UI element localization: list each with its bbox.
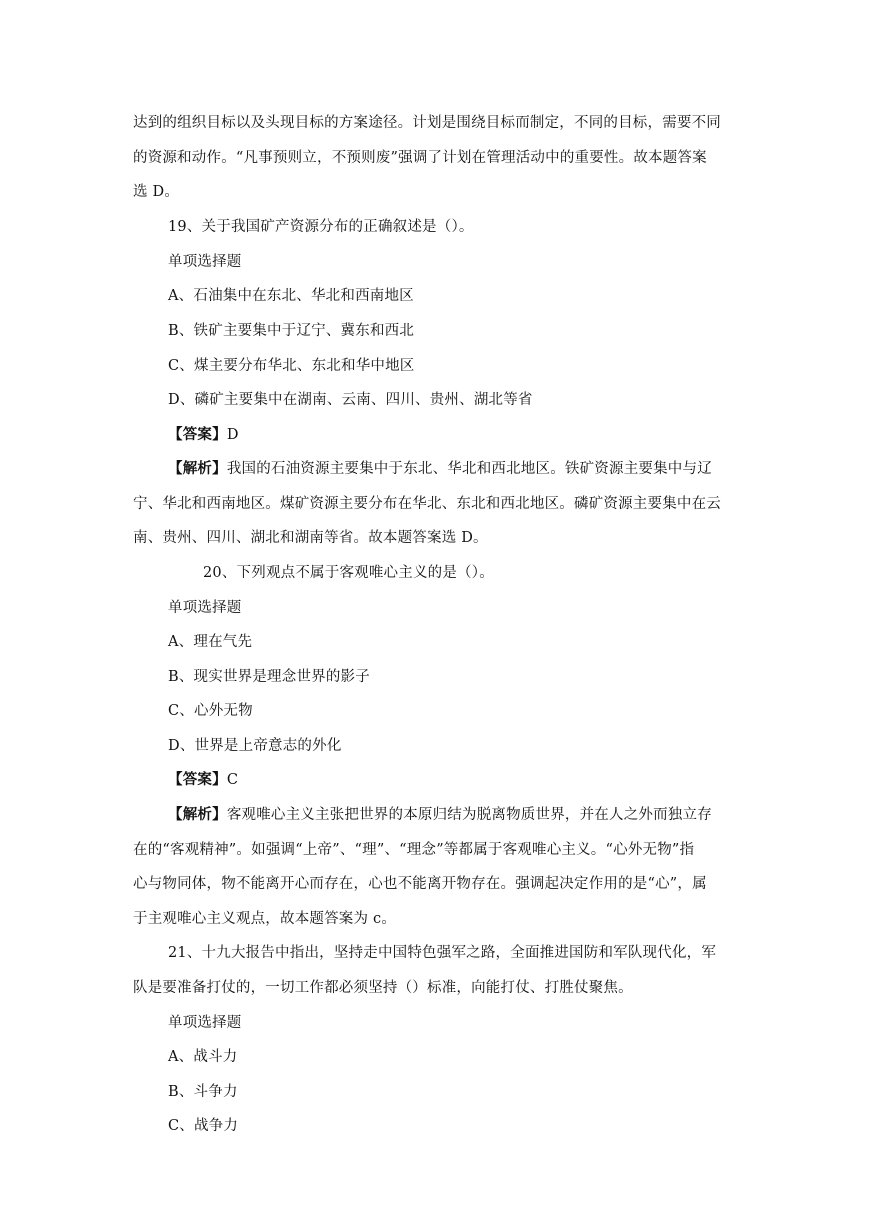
- question-19-answer: [168, 425, 239, 445]
- answer-value: C: [226, 772, 239, 788]
- answer-value: D: [226, 427, 239, 443]
- question-19-analysis-line: [168, 459, 712, 479]
- paragraph-line: 达到的组织目标以及头现目标的方案途径。计划是围绕目标而制定，不同的目标，需要不同: [133, 115, 721, 131]
- analysis-text: 我国的石油资源主要集中于东北、华北和西北地区。铁矿资源主要集中与辽: [226, 461, 712, 477]
- question-20-analysis-line: [168, 805, 712, 825]
- question-20-analysis-line: 于主观唯心主义观点，故本题答案为 c。: [133, 911, 397, 927]
- question-21-type: 单项选择题: [168, 1015, 242, 1031]
- question-21-option-b: B、斗争力: [168, 1084, 238, 1100]
- question-21-option-c: C、战争力: [168, 1118, 239, 1134]
- question-20-analysis-line: 心与物同体，物不能离开心而存在，心也不能离开物存在。强调起决定作用的是“心”，属: [133, 876, 707, 892]
- paragraph-line: 的资源和动作。“凡事预则立，不预则废”强调了计划在管理活动中的重要性。故本题答案: [133, 150, 707, 166]
- question-20-option-a: A、理在气先: [168, 634, 253, 650]
- question-19-text: 19、关于我国矿产资源分布的正确叙述是（）。: [168, 219, 474, 235]
- question-20-analysis-line: 在的“客观精神”。如强调“上帝”、“理”、“理念”等都属于客观唯心主义。“心外无物”指: [133, 842, 695, 858]
- question-19-analysis-line: 南、贵州、四川、湖北和湖南等省。故本题答案选 D。: [133, 530, 488, 546]
- analysis-label: 【解析】: [168, 806, 227, 823]
- question-20-text: 20、下列观点不属于客观唯心主义的是（）。: [203, 565, 494, 581]
- question-19-option-a: A、石油集中在东北、华北和西南地区: [168, 288, 414, 304]
- question-21-text: 队是要准备打仗的，一切工作都必须坚持（）标准，向能打仗、打胜仗聚焦。: [133, 980, 633, 996]
- question-20-option-c: C、心外无物: [168, 703, 253, 719]
- paragraph-line: 选 D。: [133, 184, 180, 200]
- question-21-option-a: A、战斗力: [168, 1049, 238, 1065]
- question-20-answer: [168, 770, 238, 790]
- question-19-option-c: C、煤主要分布华北、东北和华中地区: [168, 358, 415, 374]
- analysis-label: 【解析】: [168, 460, 227, 477]
- answer-label: 【答案】: [168, 426, 227, 443]
- answer-label: 【答案】: [168, 771, 227, 788]
- question-19-type: 单项选择题: [168, 254, 242, 270]
- question-19-option-b: B、铁矿主要集中于辽宁、冀东和西北: [168, 323, 415, 339]
- question-20-type: 单项选择题: [168, 600, 242, 616]
- question-19-option-d: D、磷矿主要集中在湖南、云南、四川、贵州、湖北等省: [168, 392, 533, 408]
- question-19-analysis-line: 宁、华北和西南地区。煤矿资源主要分布在华北、东北和西北地区。磷矿资源主要集中在云: [133, 496, 721, 512]
- analysis-text: 客观唯心主义主张把世界的本原归结为脱离物质世界，并在人之外而独立存: [226, 807, 712, 823]
- question-20-option-b: B、现实世界是理念世界的影子: [168, 669, 370, 685]
- question-20-option-d: D、世界是上帝意志的外化: [168, 738, 342, 754]
- question-21-text: 21、十九大报告中指出，坚持走中国特色强军之路，全面推进国防和军队现代化，军: [168, 945, 717, 961]
